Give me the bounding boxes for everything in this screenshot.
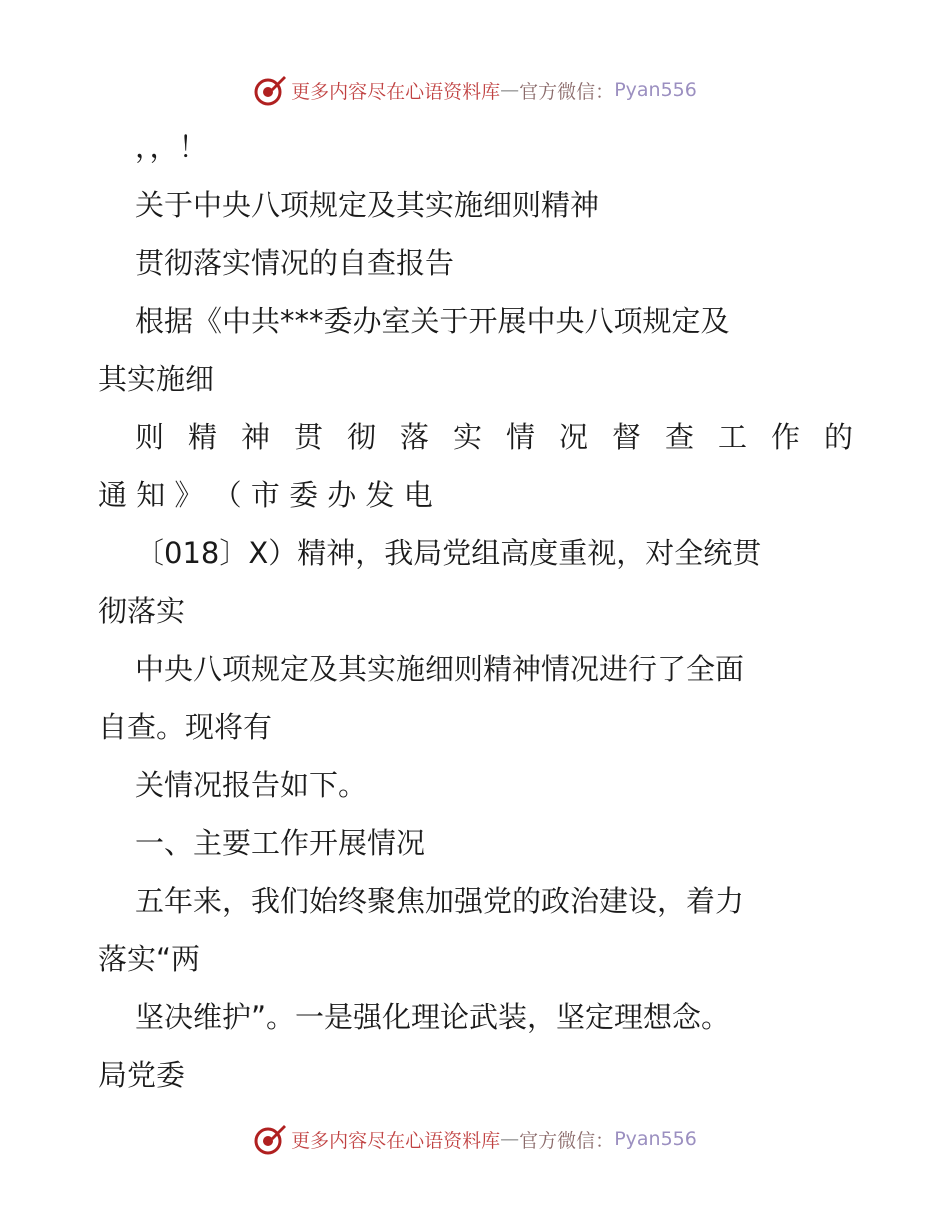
text-line: 自查。现将有 [98,710,273,744]
text-line: 五年来，我们始终聚焦加强党的政治建设，着力 [135,884,745,918]
pen-logo-icon [253,1122,287,1156]
header-watermark-banner [0,70,950,110]
banner-dash: — [500,79,520,101]
pen-logo-icon [253,73,287,107]
banner-contact-label: 官方微信： [519,1129,615,1152]
text-line: 关情况报告如下。 [135,768,368,802]
text-line: 局党委 [98,1058,186,1092]
banner-site-text: 更多内容尽在心语资料库 [291,1129,501,1152]
banner-wechat-id: Pyan556 [614,79,697,101]
text-line: 通 知 》 （ 市 委 办 发 电 [98,478,433,512]
report-title-line-2: 贯彻落实情况的自查报告 [135,246,455,280]
text-line: ，，！ [135,130,208,164]
banner-site-text: 更多内容尽在心语资料库 [291,80,501,103]
banner-contact-label: 官方微信： [519,80,615,103]
report-title-line-1: 关于中央八项规定及其实施细则精神 [135,188,600,222]
text-line: 坚决维护”。一是强化理论武装，坚定理想念。 [135,1000,731,1034]
text-line: 彻落实 [98,594,186,628]
text-line: 中央八项规定及其实施细则精神情况进行了全面 [135,652,745,686]
text-line: 〔018〕X）精神，我局党组高度重视，对全统贯 [135,536,762,570]
text-line: 则 精 神 贯 彻 落 实 情 况 督 查 工 作 的 [135,420,853,454]
report-body [98,118,853,1104]
section-heading: 一、主要工作开展情况 [135,826,426,860]
text-line: 其实施细 [98,362,215,396]
banner-wechat-id: Pyan556 [614,1128,697,1150]
banner-dash: — [500,1128,520,1150]
text-line: 根据《中共***委办室关于开展中央八项规定及 [135,304,730,338]
footer-watermark-banner [0,1119,950,1159]
text-line: 落实“两 [98,942,201,976]
